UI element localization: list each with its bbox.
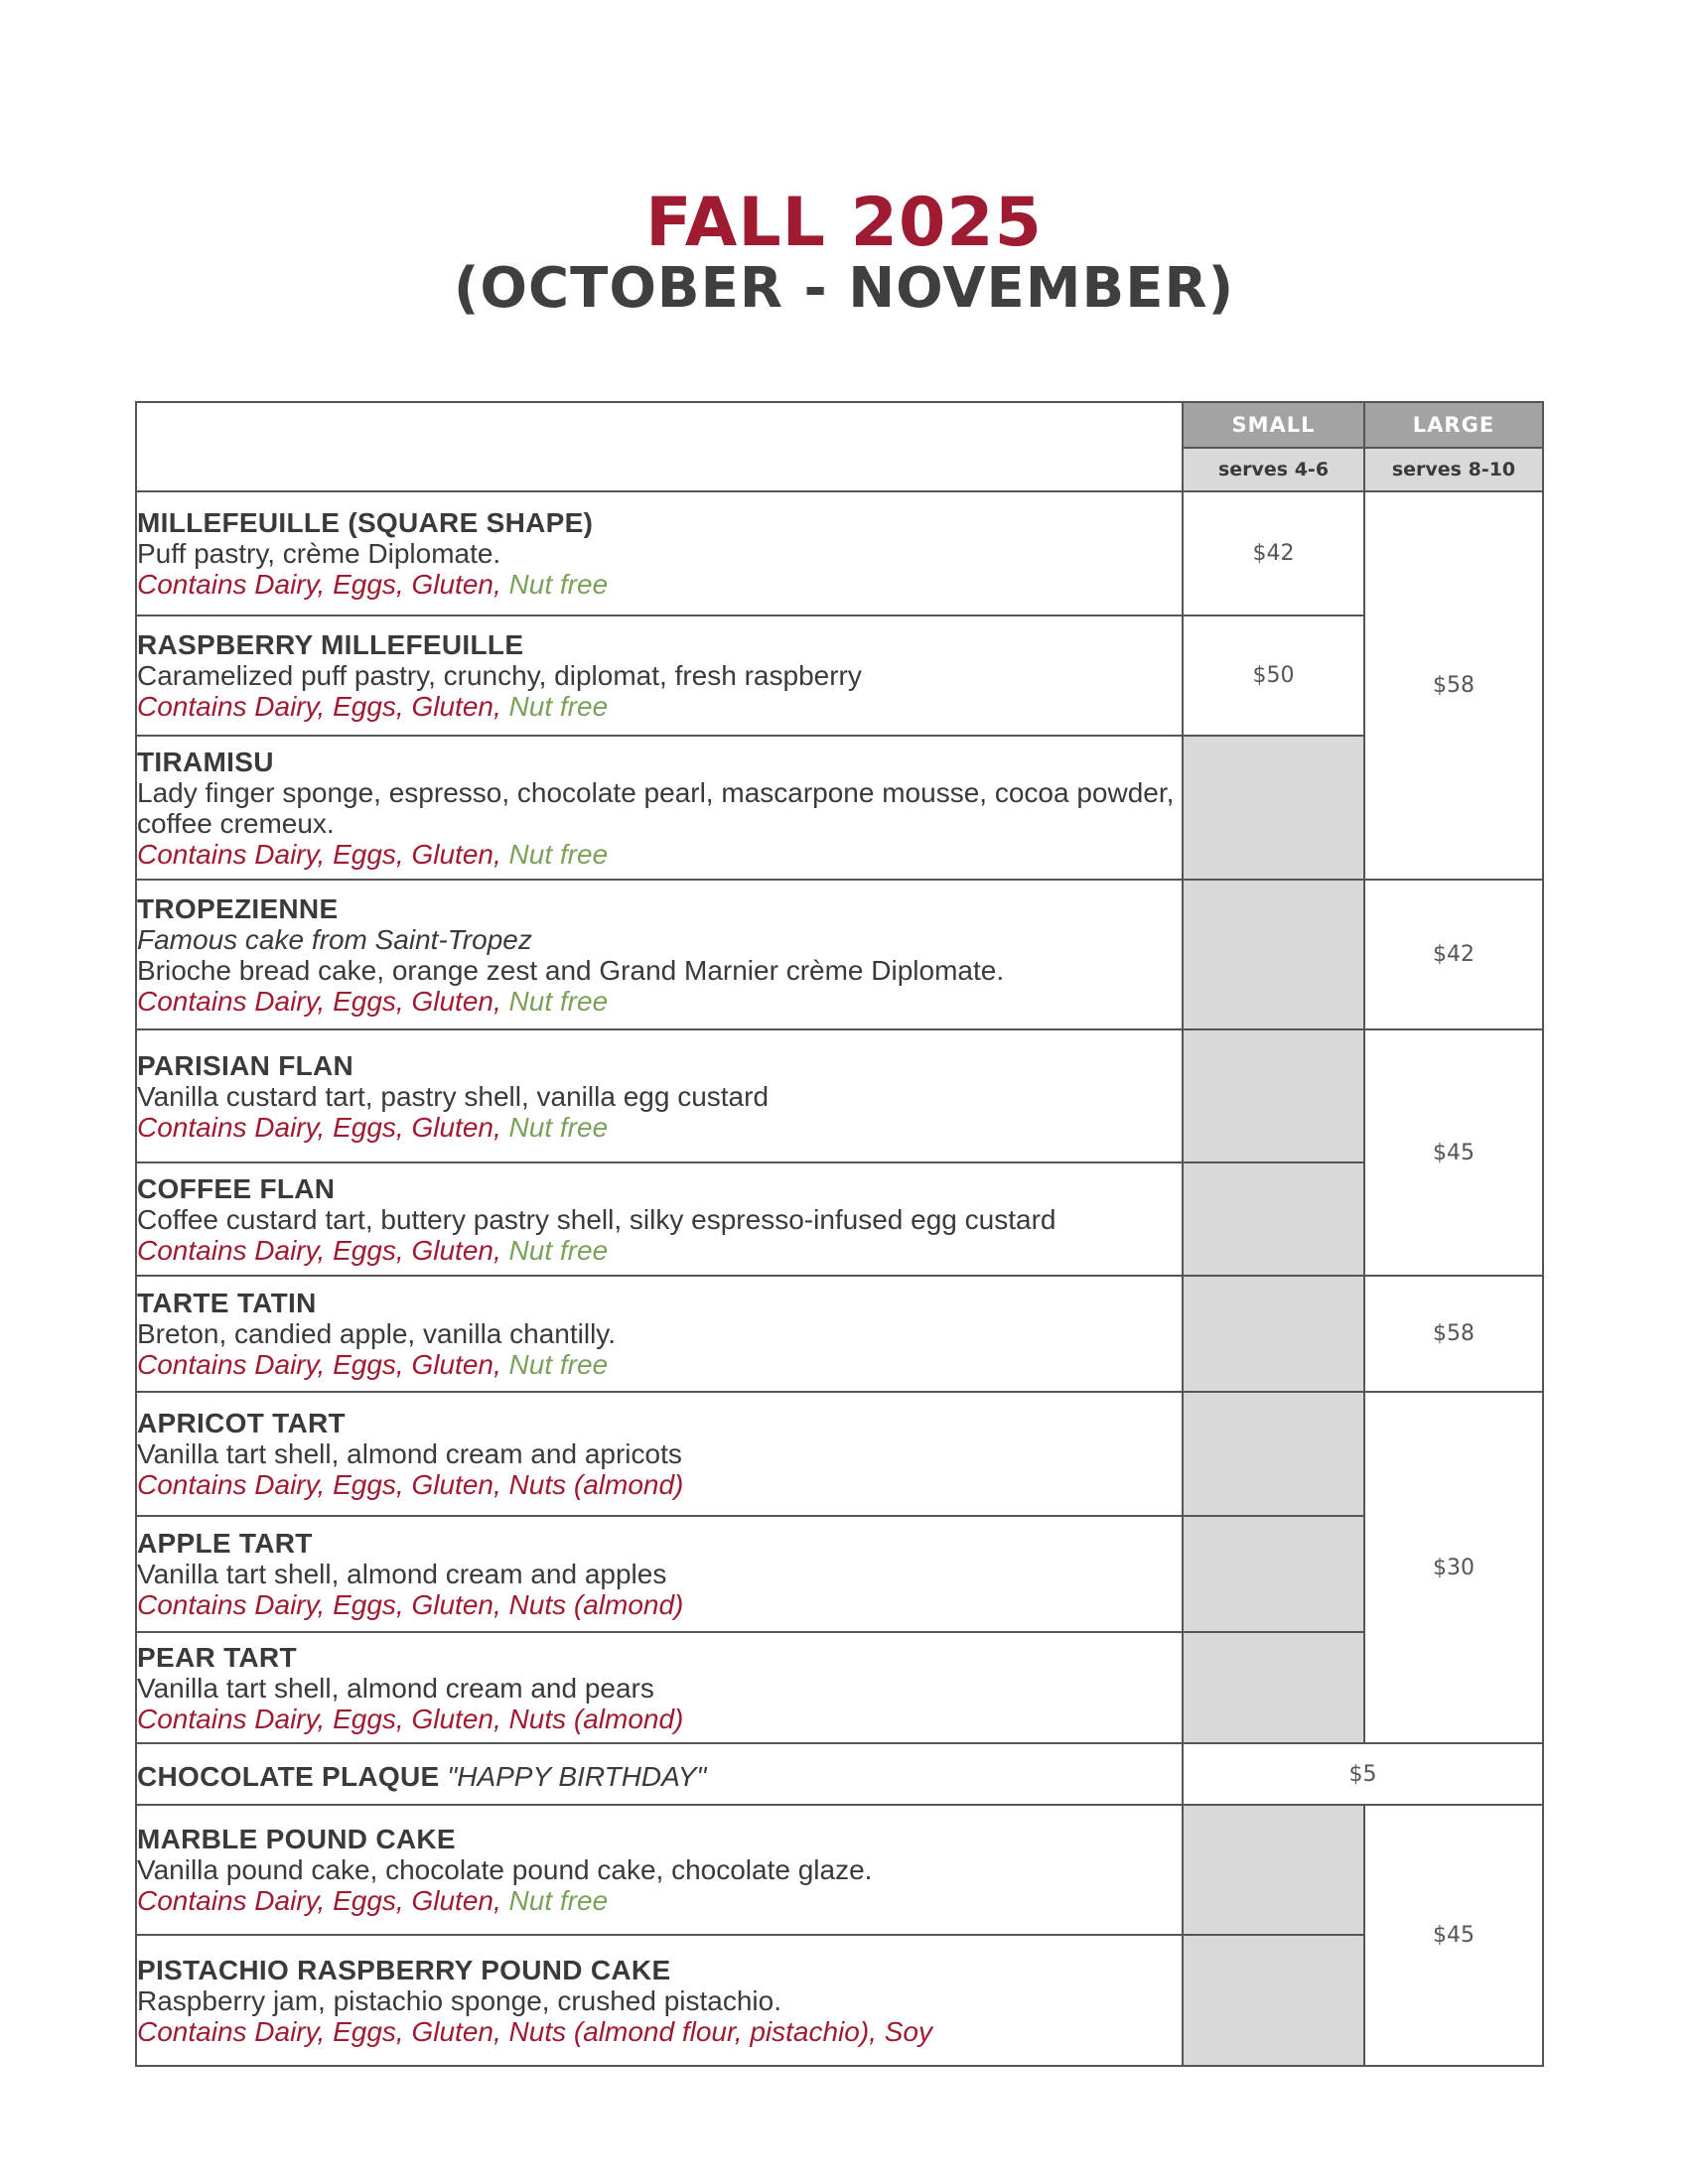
table-row xyxy=(136,1162,1543,1276)
menu-table xyxy=(135,401,1544,2067)
item-name: TARTE TATIN xyxy=(137,1288,317,1318)
table-row xyxy=(136,880,1543,1029)
menu-item-tiramisu xyxy=(136,736,1183,880)
allergen-line xyxy=(137,1112,1182,1143)
nut-free-label: Nut free xyxy=(508,1111,609,1143)
allergen-contains: Contains Dairy, Eggs, Gluten, xyxy=(137,1111,501,1143)
large-price: $58 xyxy=(1364,1276,1543,1392)
header-blank-cell xyxy=(136,402,1183,491)
nut-free-label: Nut free xyxy=(508,1885,609,1916)
menu-item-pistachio-raspberry-pound-cake xyxy=(136,1935,1183,2066)
allergen-contains: Contains Dairy, Eggs, Gluten, xyxy=(137,569,501,600)
menu-item-tarte-tatin xyxy=(136,1276,1183,1392)
item-description: Raspberry jam, pistachio sponge, crushed pistachio. xyxy=(137,1984,782,2016)
item-name: TIRAMISU xyxy=(137,746,274,777)
item-description: Vanilla tart shell, almond cream and apricots xyxy=(137,1438,682,1469)
menu-item-pear-tart xyxy=(136,1632,1183,1743)
table-row xyxy=(136,1276,1543,1392)
item-name: TROPEZIENNE xyxy=(137,892,339,924)
item-description: Puff pastry, crème Diplomate. xyxy=(137,538,501,569)
menu-item-tropezienne xyxy=(136,880,1183,1029)
nut-free-label: Nut free xyxy=(508,569,609,600)
allergen-contains: Contains Dairy, Eggs, Gluten, Nuts (almond) xyxy=(137,1469,684,1500)
unavailable-small-cell xyxy=(1183,880,1364,1029)
allergen-line xyxy=(137,691,1182,722)
allergen-contains: Contains Dairy, Eggs, Gluten, xyxy=(137,1234,501,1266)
item-description: Lady finger sponge, espresso, chocolate pearl, mascarpone mousse, cocoa powder, coffee cremeux. xyxy=(137,776,1175,839)
allergen-contains: Contains Dairy, Eggs, Gluten, xyxy=(137,691,501,722)
allergen-line xyxy=(137,1235,1182,1266)
plaque-message: "HAPPY BIRTHDAY" xyxy=(447,1760,707,1792)
table-row xyxy=(136,736,1543,880)
table-row xyxy=(136,1935,1543,2066)
allergen-contains: Contains Dairy, Eggs, Gluten, xyxy=(137,838,501,870)
unavailable-small-cell xyxy=(1183,1516,1364,1632)
unavailable-small-cell xyxy=(1183,736,1364,880)
large-price: $45 xyxy=(1364,1805,1543,2066)
small-size-header: SMALL xyxy=(1183,402,1364,448)
menu-item-coffee-flan xyxy=(136,1162,1183,1276)
unavailable-small-cell xyxy=(1183,1392,1364,1516)
item-name: RASPBERRY MILLEFEUILLE xyxy=(137,629,524,660)
item-name: PARISIAN FLAN xyxy=(137,1049,354,1081)
unavailable-small-cell xyxy=(1183,1805,1364,1935)
item-name: CHOCOLATE PLAQUE xyxy=(137,1760,440,1792)
allergen-contains: Contains Dairy, Eggs, Gluten, xyxy=(137,1885,501,1916)
item-name: COFFEE FLAN xyxy=(137,1172,336,1204)
table-row xyxy=(136,1029,1543,1162)
unavailable-small-cell xyxy=(1183,1162,1364,1276)
item-description: Breton, candied apple, vanilla chantilly. xyxy=(137,1318,617,1349)
item-name: MARBLE POUND CAKE xyxy=(137,1824,456,1854)
table-row xyxy=(136,615,1543,736)
unavailable-small-cell xyxy=(1183,1276,1364,1392)
large-price: $58 xyxy=(1364,491,1543,880)
item-name: PEAR TART xyxy=(137,1641,297,1673)
table-row xyxy=(136,1516,1543,1632)
item-description: Vanilla tart shell, almond cream and apples xyxy=(137,1559,667,1589)
item-description: Brioche bread cake, orange zest and Grand Marnier crème Diplomate. xyxy=(137,954,1005,986)
unavailable-small-cell xyxy=(1183,1029,1364,1162)
small-price: $42 xyxy=(1183,491,1364,615)
nut-free-label: Nut free xyxy=(508,1234,609,1266)
allergen-line xyxy=(137,986,1182,1017)
menu-item-parisian-flan xyxy=(136,1029,1183,1162)
table-row xyxy=(136,491,1543,615)
nut-free-label: Nut free xyxy=(508,1349,609,1380)
menu-item-raspberry-millefeuille xyxy=(136,615,1183,736)
menu-item-chocolate-plaque xyxy=(136,1743,1183,1805)
allergen-line xyxy=(137,839,1182,870)
small-serves-label: serves 4-6 xyxy=(1183,448,1364,491)
item-name: APPLE TART xyxy=(137,1528,313,1559)
item-description: Vanilla pound cake, chocolate pound cake, chocolate glaze. xyxy=(137,1854,873,1885)
nut-free-label: Nut free xyxy=(508,838,609,870)
page-subtitle: (OCTOBER - NOVEMBER) xyxy=(453,256,1235,321)
table-row xyxy=(136,1743,1543,1805)
unavailable-small-cell xyxy=(1183,1632,1364,1743)
item-name: APRICOT TART xyxy=(137,1408,346,1438)
page-title: FALL 2025 xyxy=(645,184,1043,262)
allergen-line xyxy=(137,1589,1182,1620)
allergen-line xyxy=(137,1469,1182,1500)
plaque-price: $5 xyxy=(1183,1743,1543,1805)
allergen-contains: Contains Dairy, Eggs, Gluten, xyxy=(137,1349,501,1380)
table-row xyxy=(136,1632,1543,1743)
item-description: Caramelized puff pastry, crunchy, diplomat, fresh raspberry xyxy=(137,660,862,691)
nut-free-label: Nut free xyxy=(508,985,609,1017)
item-name: PISTACHIO RASPBERRY POUND CAKE xyxy=(137,1954,671,1985)
item-description: Vanilla custard tart, pastry shell, vanilla egg custard xyxy=(137,1080,770,1112)
menu-item-apricot-tart xyxy=(136,1392,1183,1516)
item-name: MILLEFEUILLE (SQUARE SHAPE) xyxy=(137,507,594,538)
large-size-header: LARGE xyxy=(1364,402,1543,448)
item-description: Vanilla tart shell, almond cream and pears xyxy=(137,1672,654,1704)
item-tagline: Famous cake from Saint-Tropez xyxy=(137,923,532,955)
nut-free-label: Nut free xyxy=(508,691,609,722)
table-row xyxy=(136,1805,1543,1935)
allergen-line xyxy=(137,2016,1182,2047)
large-price: $42 xyxy=(1364,880,1543,1029)
allergen-contains: Contains Dairy, Eggs, Gluten, Nuts (almond flour, pistachio), Soy xyxy=(137,2015,932,2047)
menu-item-marble-pound-cake xyxy=(136,1805,1183,1935)
table-row xyxy=(136,1392,1543,1516)
allergen-contains: Contains Dairy, Eggs, Gluten, xyxy=(137,985,501,1017)
menu-item-apple-tart xyxy=(136,1516,1183,1632)
small-price: $50 xyxy=(1183,615,1364,736)
allergen-line xyxy=(137,569,1182,600)
large-serves-label: serves 8-10 xyxy=(1364,448,1543,491)
large-price: $30 xyxy=(1364,1392,1543,1743)
allergen-contains: Contains Dairy, Eggs, Gluten, Nuts (almond) xyxy=(137,1589,684,1620)
allergen-contains: Contains Dairy, Eggs, Gluten, Nuts (almond) xyxy=(137,1703,684,1734)
large-price: $45 xyxy=(1364,1029,1543,1276)
item-description: Coffee custard tart, buttery pastry shell, silky espresso-infused egg custard xyxy=(137,1203,1056,1235)
unavailable-small-cell xyxy=(1183,1935,1364,2066)
allergen-line xyxy=(137,1885,1182,1916)
allergen-line xyxy=(137,1349,1182,1380)
menu-item-millefeuille xyxy=(136,491,1183,615)
allergen-line xyxy=(137,1704,1182,1734)
